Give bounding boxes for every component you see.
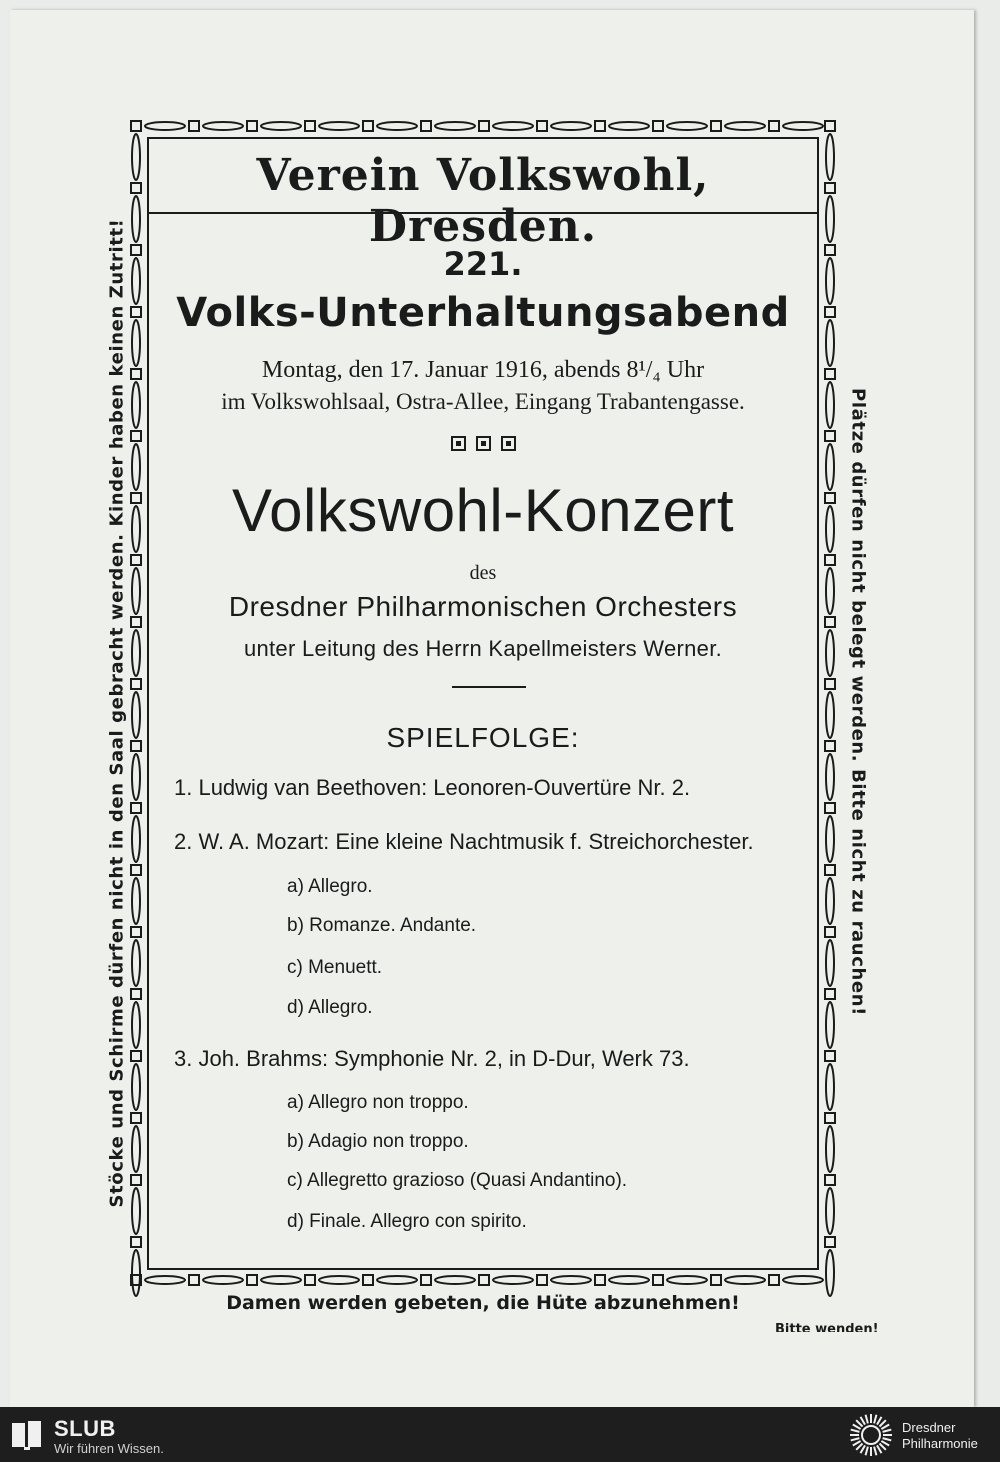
frame-link <box>132 134 140 180</box>
frame-link <box>145 122 185 130</box>
partner-name-line1: Dresdner <box>902 1420 956 1435</box>
frame-link <box>493 1276 533 1284</box>
book-icon <box>10 1419 44 1451</box>
frame-link <box>132 444 140 490</box>
sunburst-ray <box>881 1425 889 1430</box>
frame-square <box>131 927 141 937</box>
frame-square <box>653 121 663 131</box>
frame-link <box>132 1250 140 1296</box>
frame-square <box>825 307 835 317</box>
frame-square <box>189 1275 199 1285</box>
program-movement: c) Allegretto grazioso (Quasi Andantino). <box>287 1170 628 1191</box>
frame-square <box>131 431 141 441</box>
frame-square <box>825 1175 835 1185</box>
frame-link <box>725 122 765 130</box>
frame-link <box>826 196 834 242</box>
frame-link <box>132 1188 140 1234</box>
frame-square <box>131 493 141 503</box>
event-title: Volks-Unterhaltungsabend <box>176 290 790 336</box>
frame-square <box>131 1175 141 1185</box>
frame-link <box>377 1276 417 1284</box>
frame-square <box>825 183 835 193</box>
frame-link <box>667 1276 707 1284</box>
sunburst-ray <box>883 1430 892 1432</box>
frame-link <box>551 122 591 130</box>
frame-square <box>189 121 199 131</box>
frame-link <box>609 1276 649 1284</box>
frame-square <box>131 803 141 813</box>
frame-link <box>551 1276 591 1284</box>
right-side-note: Plätze dürfen nicht belegt werden. Bitte nicht zu rauchen! <box>847 388 869 1016</box>
frame-link <box>132 692 140 738</box>
program-movement: d) Finale. Allegro con spirito. <box>287 1211 527 1232</box>
square-ornament <box>451 436 466 451</box>
frame-link <box>826 258 834 304</box>
frame-square <box>131 1113 141 1123</box>
frame-link <box>783 1276 823 1284</box>
sunburst-ray <box>879 1420 885 1426</box>
frame-square <box>653 1275 663 1285</box>
frame-link <box>826 1188 834 1234</box>
frame-link <box>132 382 140 428</box>
sunburst-ray <box>856 1420 862 1426</box>
frame-square <box>825 617 835 627</box>
sunburst-ray <box>861 1417 866 1425</box>
frame-link <box>826 134 834 180</box>
frame-square <box>131 865 141 875</box>
program-heading: SPIELFOLGE: <box>386 722 580 753</box>
sunburst-ray <box>877 1417 882 1425</box>
frame-square <box>825 927 835 937</box>
page-turn-note: Bitte wenden! <box>775 1322 879 1332</box>
frame-link <box>132 630 140 676</box>
frame-square <box>537 1275 547 1285</box>
frame-square <box>825 865 835 875</box>
frame-link <box>826 568 834 614</box>
frame-square <box>825 803 835 813</box>
frame-square <box>769 121 779 131</box>
conductor-line: unter Leitung des Herrn Kapellmeisters Werner. <box>243 636 723 661</box>
frame-square <box>421 1275 431 1285</box>
square-ornament <box>501 436 516 451</box>
program-item-2: 2. W. A. Mozart: Eine kleine Nachtmusik f. Streichorchester. <box>174 829 754 854</box>
frame-square <box>131 989 141 999</box>
frame-link <box>132 1064 140 1110</box>
frame-link <box>132 754 140 800</box>
footer-bar <box>0 1407 1000 1462</box>
frame-square <box>131 183 141 193</box>
frame-link <box>826 1250 834 1296</box>
frame-square <box>825 431 835 441</box>
frame-link <box>826 1126 834 1172</box>
sunburst-ray <box>879 1443 885 1449</box>
sunburst-ray <box>874 1415 876 1424</box>
frame-square <box>825 369 835 379</box>
library-tagline: Wir führen Wissen. <box>54 1441 164 1456</box>
sunburst-ray <box>866 1415 868 1424</box>
frame-square <box>825 1051 835 1061</box>
frame-square <box>131 121 141 131</box>
program-movement: a) Allegro non troppo. <box>287 1092 469 1113</box>
frame-link <box>145 1276 185 1284</box>
org-title: Verein Volkswohl, Dresden. <box>256 150 710 252</box>
frame-square <box>131 741 141 751</box>
squares-divider <box>150 436 816 454</box>
section-rule <box>452 686 526 688</box>
frame-square <box>825 679 835 689</box>
partner-name-line2: Philharmonie <box>902 1436 978 1451</box>
event-place: im Volkswohlsaal, Ostra-Allee, Eingang Trabantengasse. <box>221 389 745 414</box>
frame-square <box>247 1275 257 1285</box>
frame-square <box>421 121 431 131</box>
frame-link <box>725 1276 765 1284</box>
sunburst-ray <box>861 1445 866 1453</box>
frame-link <box>132 1002 140 1048</box>
sunburst-ray <box>853 1425 861 1430</box>
bottom-note: Damen werden gebeten, die Hüte abzunehmen! <box>226 1292 740 1314</box>
frame-link <box>826 692 834 738</box>
frame-square <box>305 1275 315 1285</box>
event-date: Montag, den 17. Januar 1916, abends 8¹/₄ Uhr <box>261 357 705 383</box>
frame-square <box>131 679 141 689</box>
frame-link <box>203 122 243 130</box>
frame-square <box>131 555 141 565</box>
frame-link <box>435 122 475 130</box>
frame-link <box>826 816 834 862</box>
sunburst-logo-icon <box>848 1412 894 1458</box>
frame-square <box>131 369 141 379</box>
frame-square <box>825 741 835 751</box>
frame-link <box>826 444 834 490</box>
frame-link <box>132 1126 140 1172</box>
frame-link <box>132 320 140 366</box>
frame-square <box>825 121 835 131</box>
frame-link <box>826 630 834 676</box>
sunburst-ray <box>883 1438 892 1440</box>
library-name: SLUB <box>54 1416 116 1441</box>
frame-link <box>261 1276 301 1284</box>
frame-square <box>305 121 315 131</box>
frame-link <box>132 940 140 986</box>
frame-link <box>319 122 359 130</box>
frame-link <box>132 816 140 862</box>
event-number: 221. <box>443 245 523 283</box>
frame-square <box>131 245 141 255</box>
frame-link <box>377 122 417 130</box>
frame-link <box>132 506 140 552</box>
frame-link <box>826 754 834 800</box>
frame-link <box>132 196 140 242</box>
program-movement: d) Allegro. <box>287 997 373 1018</box>
frame-square <box>825 1113 835 1123</box>
frame-link <box>783 122 823 130</box>
program-item-1: 1. Ludwig van Beethoven: Leonoren-Ouvertüre Nr. 2. <box>174 775 691 800</box>
sunburst-ray <box>851 1438 860 1440</box>
program-item-3: 3. Joh. Brahms: Symphonie Nr. 2, in D-Dur, Werk 73. <box>174 1046 690 1071</box>
frame-square <box>131 307 141 317</box>
program-movement: a) Allegro. <box>287 876 373 897</box>
sunburst-ray <box>881 1441 889 1446</box>
frame-square <box>825 493 835 503</box>
program-movement: c) Menuett. <box>287 957 383 978</box>
concert-title: Volkswohl-Konzert <box>231 477 735 544</box>
frame-square <box>537 121 547 131</box>
frame-link <box>493 122 533 130</box>
orchestra-name: Dresdner Philharmonischen Orchesters <box>228 591 738 622</box>
frame-square <box>131 617 141 627</box>
frame-link <box>609 122 649 130</box>
frame-link <box>435 1276 475 1284</box>
left-side-note: Stöcke und Schirme dürfen nicht in den Saal gebracht werden. Kinder haben keinen Zutritt! <box>106 218 128 1208</box>
frame-link <box>826 1002 834 1048</box>
frame-link <box>826 878 834 924</box>
frame-link <box>826 1064 834 1110</box>
frame-square <box>131 1237 141 1247</box>
frame-square <box>825 555 835 565</box>
frame-square <box>479 121 489 131</box>
frame-link <box>826 320 834 366</box>
frame-link <box>132 878 140 924</box>
frame-square <box>825 1237 835 1247</box>
frame-square <box>363 1275 373 1285</box>
frame-square <box>711 1275 721 1285</box>
sunburst-ray <box>874 1447 876 1456</box>
frame-link <box>826 940 834 986</box>
frame-square <box>711 121 721 131</box>
sunburst-ray <box>853 1441 861 1446</box>
sunburst-ray <box>851 1430 860 1432</box>
program-movement: b) Romanze. Andante. <box>287 915 477 936</box>
frame-square <box>247 121 257 131</box>
frame-square <box>131 1051 141 1061</box>
frame-link <box>319 1276 359 1284</box>
frame-square <box>595 121 605 131</box>
frame-link <box>261 122 301 130</box>
program-movement: b) Adagio non troppo. <box>287 1131 469 1152</box>
frame-square <box>479 1275 489 1285</box>
frame-link <box>132 568 140 614</box>
frame-square <box>825 245 835 255</box>
frame-link <box>667 122 707 130</box>
square-ornament <box>476 436 491 451</box>
frame-square <box>825 989 835 999</box>
frame-link <box>132 258 140 304</box>
frame-link <box>826 382 834 428</box>
frame-square <box>769 1275 779 1285</box>
sunburst-ray <box>877 1445 882 1453</box>
frame-link <box>826 506 834 552</box>
frame-square <box>595 1275 605 1285</box>
sunburst-ray <box>856 1443 862 1449</box>
frame-link <box>203 1276 243 1284</box>
frame-square <box>363 121 373 131</box>
sunburst-ray <box>866 1447 868 1456</box>
concert-des: des <box>469 562 497 584</box>
